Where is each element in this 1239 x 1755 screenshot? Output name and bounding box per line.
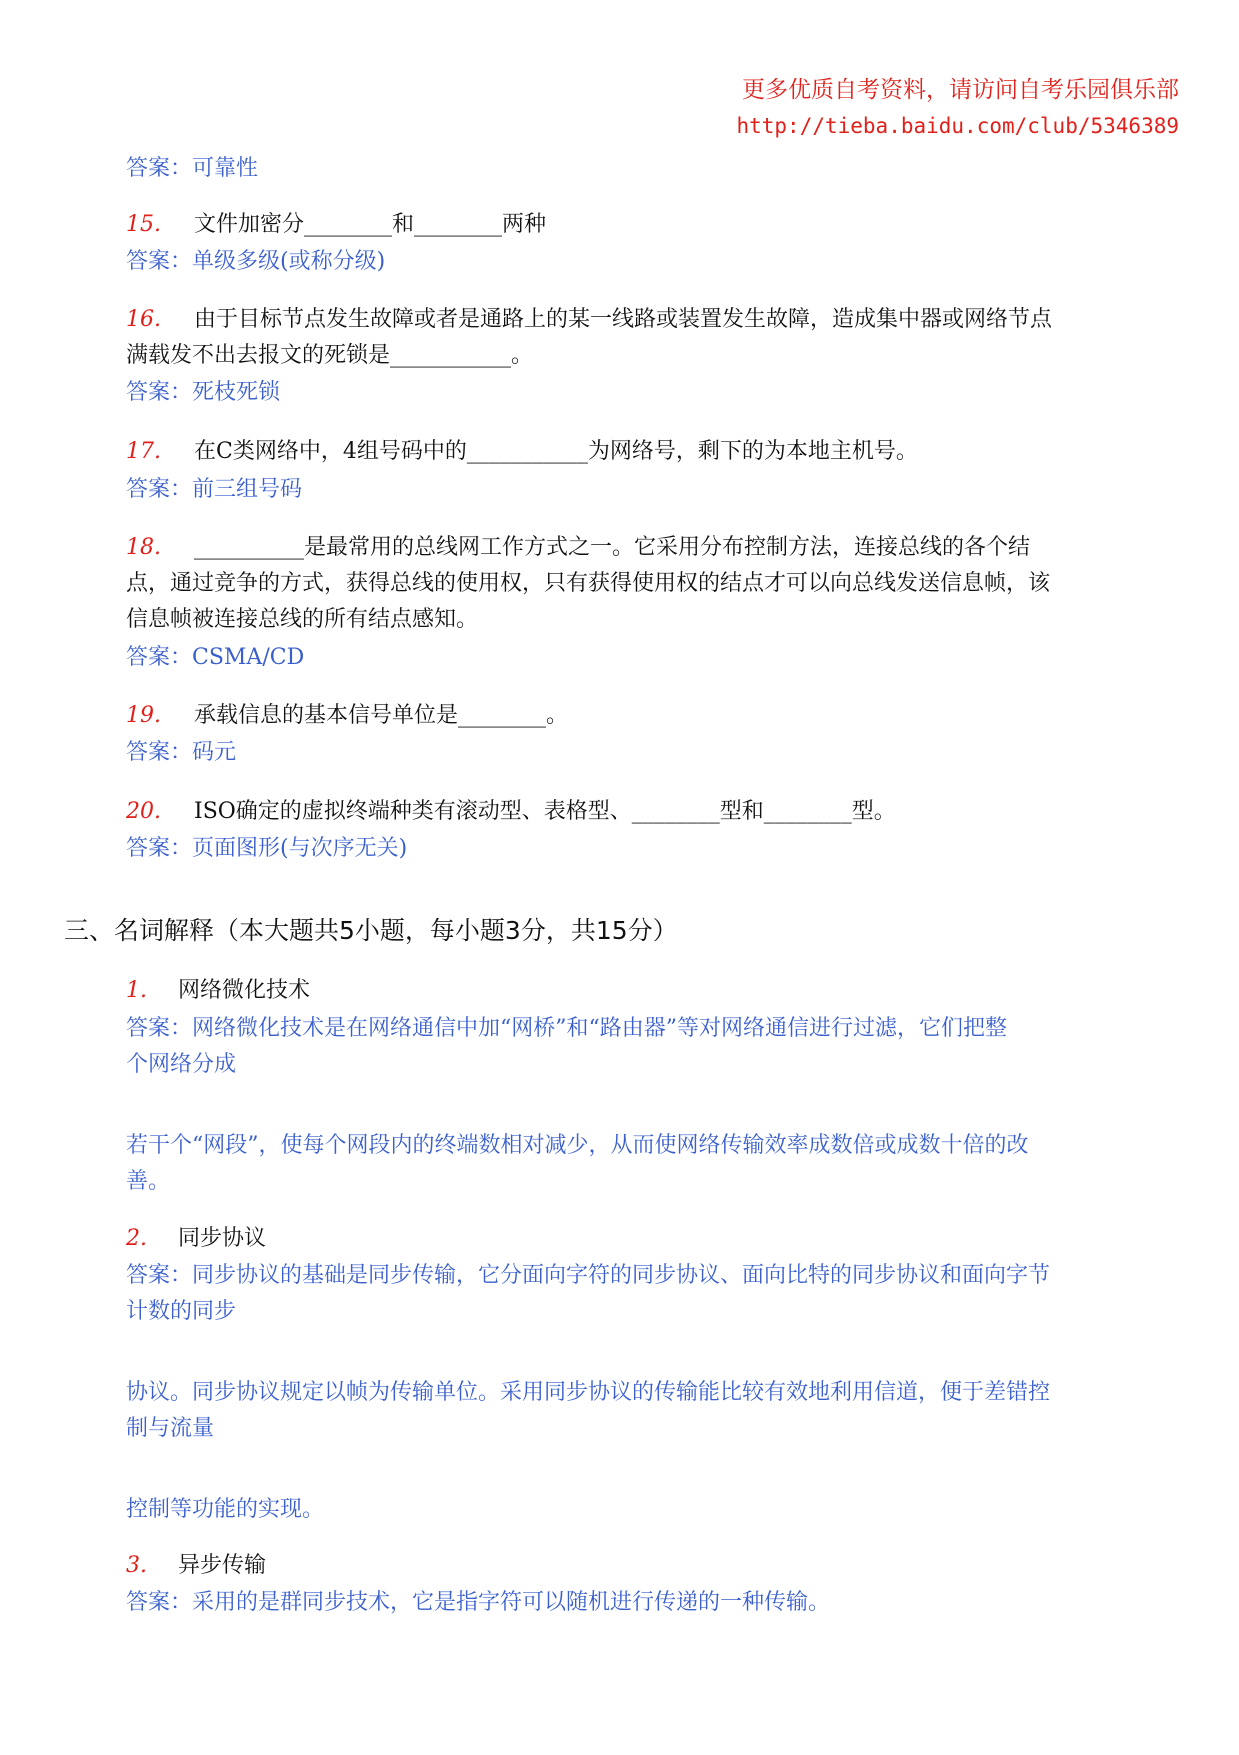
term-3 xyxy=(126,1548,1176,1584)
question-text: 承载信息的基本信号单位是________。 xyxy=(194,703,569,728)
answer-term-1-line3: 若干个“网段”，使每个网段内的终端数相对减少，从而使网络传输效率成数倍或成数十倍的改 xyxy=(126,1133,1029,1158)
term-2 xyxy=(126,1221,1176,1257)
question-20 xyxy=(126,794,1176,830)
question-number: 15. xyxy=(126,212,161,237)
section-heading: 三、名词解释（本大题共5小题，每小题3分，共15分） xyxy=(64,916,678,945)
term-text: 网络微化技术 xyxy=(178,978,311,1003)
question-text: ISO确定的虚拟终端种类有滚动型、表格型、________型和________型。 xyxy=(194,799,896,824)
term-number: 1. xyxy=(126,978,147,1003)
question-text: __________是最常用的总线网工作方式之一。它采用分布控制方法，连接总线的各个结 xyxy=(194,535,1031,560)
answer-term-2-line4: 制与流量 xyxy=(126,1416,215,1441)
term-number: 2. xyxy=(126,1226,147,1251)
question-text-continued: 信息帧被连接总线的所有结点感知。 xyxy=(126,607,479,632)
question-15 xyxy=(126,207,1176,243)
question-text: 在C类网络中，4组号码中的___________为网络号，剩下的为本地主机号。 xyxy=(194,439,918,464)
question-18 xyxy=(126,530,1176,638)
answer-19: 答案：码元 xyxy=(126,740,237,765)
answer-term-2-line2: 计数的同步 xyxy=(126,1299,237,1324)
header-promo-text: 更多优质自考资料，请访问自考乐园俱乐部 xyxy=(742,77,1179,103)
question-number: 18. xyxy=(126,535,161,560)
term-text: 异步传输 xyxy=(178,1553,267,1578)
answer-term-2-line5: 控制等功能的实现。 xyxy=(126,1497,325,1522)
question-number: 19. xyxy=(126,703,161,728)
question-text-continued: 满载发不出去报文的死锁是___________。 xyxy=(126,343,534,368)
question-text-continued: 点，通过竞争的方式，获得总线的使用权，只有获得使用权的结点才可以向总线发送信息帧，该 xyxy=(126,571,1051,596)
answer-term-1-line1: 答案：网络微化技术是在网络通信中加“网桥”和“路由器”等对网络通信进行过滤，它们把整 xyxy=(126,1016,1007,1041)
answer-term-1-line2: 个网络分成 xyxy=(126,1052,237,1077)
question-text: 由于目标节点发生故障或者是通路上的某一线路或装置发生故障，造成集中器或网络节点 xyxy=(194,307,1053,332)
answer-term-2-line1: 答案：同步协议的基础是同步传输，它分面向字符的同步协议、面向比特的同步协议和面向字节 xyxy=(126,1263,1051,1288)
term-number: 3. xyxy=(126,1553,147,1578)
term-1 xyxy=(126,973,1176,1009)
question-number: 16. xyxy=(126,307,161,332)
page-header xyxy=(736,72,1179,144)
answer-20: 答案：页面图形(与次序无关) xyxy=(126,836,408,861)
answer-16: 答案：死枝死锁 xyxy=(126,380,281,405)
header-url-link[interactable]: http://tieba.baidu.com/club/5346389 xyxy=(736,114,1179,138)
question-text: 文件加密分________和________两种 xyxy=(194,212,547,237)
answer-term-2-line3: 协议。同步协议规定以帧为传输单位。采用同步协议的传输能比较有效地利用信道，便于差错控 xyxy=(126,1380,1051,1405)
answer-18: 答案：CSMA/CD xyxy=(126,645,305,670)
question-number: 20. xyxy=(126,799,161,824)
answer-term-3: 答案：采用的是群同步技术，它是指字符可以随机进行传递的一种传输。 xyxy=(126,1590,831,1615)
question-19 xyxy=(126,698,1176,734)
question-16 xyxy=(126,302,1176,374)
term-text: 同步协议 xyxy=(178,1226,267,1251)
answer-17: 答案：前三组号码 xyxy=(126,477,303,502)
question-number: 17. xyxy=(126,439,161,464)
answer-term-1-line4: 善。 xyxy=(126,1169,171,1194)
answer-14: 答案：可靠性 xyxy=(126,156,259,181)
answer-15: 答案：单级多级(或称分级) xyxy=(126,249,386,274)
question-17 xyxy=(126,434,1176,470)
